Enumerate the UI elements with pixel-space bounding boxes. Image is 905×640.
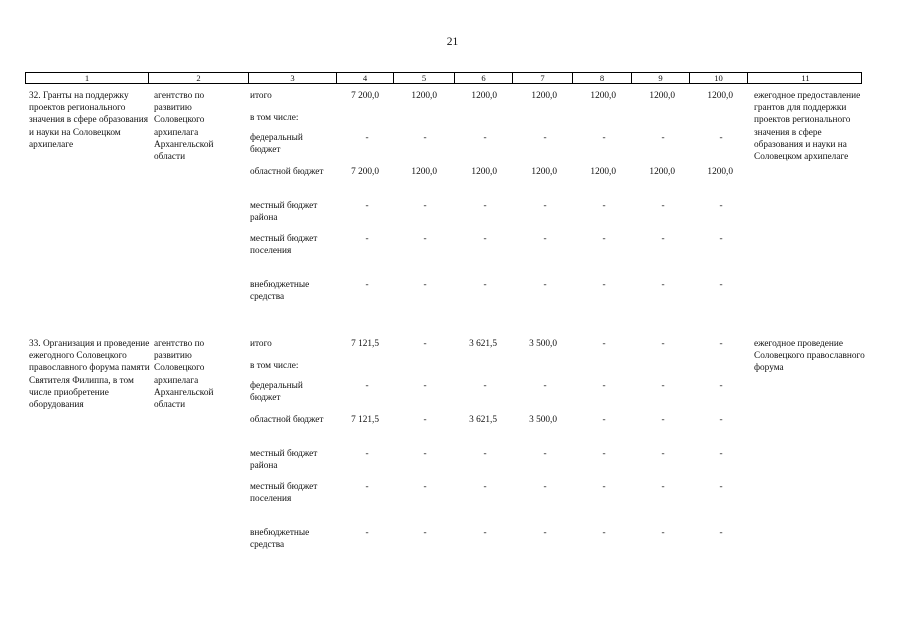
table-cell-value: - [602, 133, 606, 143]
table-cell-value: - [423, 449, 427, 459]
header-cell: 2 [148, 73, 248, 83]
table-cell-value: - [423, 415, 427, 425]
funding-source-label: местный бюджет района [250, 201, 318, 224]
table-cell-value: - [719, 381, 723, 391]
funding-source-label: местный бюджет района [250, 449, 318, 472]
table-cell-value: - [483, 449, 487, 459]
table-cell-value: 3 621,5 [469, 339, 497, 349]
table-cell-value: - [602, 482, 606, 492]
table-cell-value: - [602, 280, 606, 290]
table-cell-value: 7 200,0 [351, 91, 379, 101]
table-cell-value: - [719, 528, 723, 538]
table-cell-value: 3 500,0 [529, 415, 557, 425]
executor: агентство по развитию Соловецкого архипелага Архангельской области [154, 339, 214, 411]
page-number: 21 [446, 36, 459, 48]
table-cell-value: 1200,0 [590, 167, 616, 177]
table-cell-value: - [719, 339, 723, 349]
table-cell-value: 1200,0 [590, 91, 616, 101]
table-cell-value: - [719, 449, 723, 459]
table-cell-value: 1200,0 [531, 91, 557, 101]
table-cell-value: - [423, 133, 427, 143]
table-cell-value: 1200,0 [707, 91, 733, 101]
table-cell-value: 7 121,5 [351, 339, 379, 349]
header-cell: 11 [747, 73, 863, 83]
table-cell-value: - [365, 528, 369, 538]
table-cell-value: - [661, 133, 665, 143]
funding-source-label: местный бюджет поселения [250, 482, 318, 505]
table-cell-value: - [543, 381, 547, 391]
table-cell-value: 1200,0 [531, 167, 557, 177]
table-cell-value: - [661, 234, 665, 244]
funding-source-label: областной бюджет [250, 415, 324, 425]
table-cell-value: 1200,0 [411, 167, 437, 177]
measure-name: 33. Организация и проведение ежегодного Соловецкого православного форума памяти Святителя Филиппа, в том числе приобретение оборудования [29, 339, 150, 411]
table-cell-value: - [423, 339, 427, 349]
table-cell-value: - [483, 133, 487, 143]
header-cell: 9 [631, 73, 689, 83]
table-cell-value: - [483, 234, 487, 244]
table-cell-value: - [719, 482, 723, 492]
measure-name: 32. Гранты на поддержку проектов регионального значения в сфере образования и науки на Соловецком архипелаге [29, 91, 148, 150]
table-cell-value: - [543, 528, 547, 538]
table-cell-value: 1200,0 [471, 91, 497, 101]
table-cell-value: - [543, 280, 547, 290]
funding-source-label: внебюджетные средства [250, 280, 310, 303]
table-cell-value: - [602, 415, 606, 425]
table-cell-value: - [365, 381, 369, 391]
table-cell-value: - [365, 482, 369, 492]
table-cell-value: - [543, 234, 547, 244]
header-cell: 10 [689, 73, 747, 83]
table-cell-value: - [602, 201, 606, 211]
header-cell: 5 [393, 73, 454, 83]
expected-result: ежегодное проведение Соловецкого православного форума [754, 339, 865, 374]
table-cell-value: 7 200,0 [351, 167, 379, 177]
header-cell: 1 [84, 73, 90, 83]
table-cell-value: - [661, 381, 665, 391]
table-cell-value: - [365, 234, 369, 244]
table-cell-value: - [661, 280, 665, 290]
header-cell: 3 [248, 73, 336, 83]
table-cell-value: - [661, 482, 665, 492]
executor: агентство по развитию Соловецкого архипелага Архангельской области [154, 91, 214, 163]
expected-result: ежегодное предоставление грантов для поддержки проектов регионального значения в сфере образования и науки на Соловецком архипелаге [754, 91, 861, 163]
table-cell-value: 1200,0 [707, 167, 733, 177]
funding-source-label: федеральный бюджет [250, 133, 303, 156]
table-cell-value: - [365, 449, 369, 459]
funding-source-label: местный бюджет поселения [250, 234, 318, 257]
table-cell-value: - [602, 381, 606, 391]
table-cell-value: - [543, 482, 547, 492]
table-cell-value: - [602, 528, 606, 538]
table-cell-value: 1200,0 [411, 91, 437, 101]
table-cell-value: - [543, 133, 547, 143]
table-cell-value: - [423, 201, 427, 211]
table-cell-value: - [483, 201, 487, 211]
table-cell-value: - [423, 381, 427, 391]
table-cell-value: - [661, 528, 665, 538]
table-cell-value: - [423, 528, 427, 538]
table-cell-value: - [719, 234, 723, 244]
table-cell-value: - [661, 339, 665, 349]
table-cell-value: - [423, 482, 427, 492]
header-cell: 6 [454, 73, 512, 83]
table-cell-value: - [602, 449, 606, 459]
table-cell-value: - [602, 339, 606, 349]
table-cell-value: - [365, 201, 369, 211]
table-cell-value: 3 621,5 [469, 415, 497, 425]
funding-source-label: внебюджетные средства [250, 528, 310, 551]
table-cell-value: - [719, 280, 723, 290]
table-cell-value: 3 500,0 [529, 339, 557, 349]
table-cell-value: - [483, 528, 487, 538]
table-cell-value: 1200,0 [649, 167, 675, 177]
table-cell-value: - [543, 449, 547, 459]
table-cell-value: - [661, 415, 665, 425]
table-cell-value: - [483, 482, 487, 492]
header-cell: 8 [572, 73, 631, 83]
header-cell: 7 [512, 73, 572, 83]
table-cell-value: - [483, 280, 487, 290]
table-cell-value: - [719, 415, 723, 425]
funding-source-label: итого [250, 339, 272, 349]
table-header [25, 72, 862, 84]
table-cell-value: - [719, 133, 723, 143]
funding-source-label: федеральный бюджет [250, 381, 303, 404]
table-cell-value: - [365, 133, 369, 143]
table-cell-value: - [602, 234, 606, 244]
table-cell-value: - [423, 280, 427, 290]
table-cell-value: - [365, 280, 369, 290]
header-cell: 4 [336, 73, 393, 83]
table-cell-value: - [543, 201, 547, 211]
funding-source-label: в том числе: [250, 361, 299, 371]
table-cell-value: 1200,0 [649, 91, 675, 101]
funding-source-label: в том числе: [250, 113, 299, 123]
table-cell-value: - [483, 381, 487, 391]
table-cell-value: 7 121,5 [351, 415, 379, 425]
table-cell-value: - [661, 449, 665, 459]
table-cell-value: - [423, 234, 427, 244]
funding-source-label: областной бюджет [250, 167, 324, 177]
funding-source-label: итого [250, 91, 272, 101]
table-cell-value: - [661, 201, 665, 211]
table-cell-value: 1200,0 [471, 167, 497, 177]
table-cell-value: - [719, 201, 723, 211]
